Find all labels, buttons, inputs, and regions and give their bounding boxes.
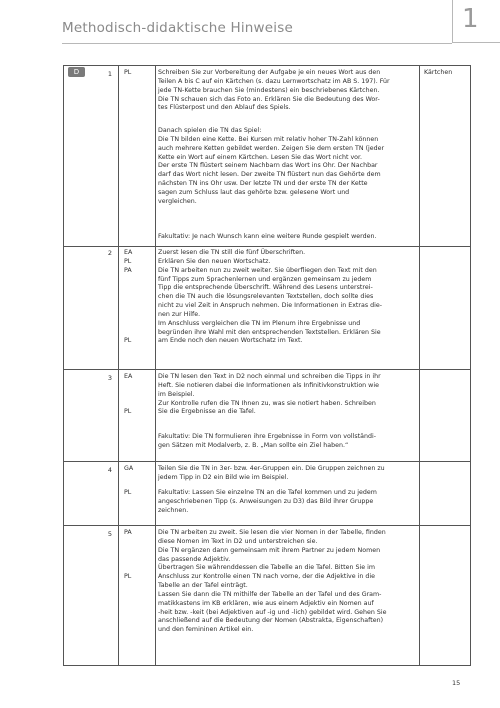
row-number: 3: [107, 374, 112, 382]
text-line: Tabelle an der Tafel einträgt.: [158, 582, 248, 590]
text-line: am Ende noch den neuen Wortschatz im Text.: [158, 337, 303, 345]
row-number: 5: [107, 530, 112, 538]
text-line: diese Nomen im Text in D2 und unterstreichen sie.: [158, 537, 318, 545]
text-line: vergleichen.: [158, 197, 197, 205]
instruction-text: [158, 127, 384, 207]
text-line: jedem Tipp in D2 ein Bild wie im Beispiel.: [158, 473, 289, 481]
social-form: PA: [124, 529, 132, 536]
text-line: Übertragen Sie währenddessen die Tabelle an die Tafel. Bitten Sie im: [158, 564, 375, 572]
text-line: Lassen Sie dann die TN mithilfe der Tabelle an der Tafel und des Gram-: [158, 590, 382, 598]
text-line: Tipp die entsprechende Überschrift. Während des Lesens unterstrei-: [158, 284, 373, 292]
row-divider: [64, 525, 470, 526]
row-number: 1: [107, 70, 112, 78]
column-divider: [155, 66, 156, 665]
text-line: Anschluss zur Kontrolle einen TN nach vorne, der die Adjektive in die: [158, 573, 376, 581]
social-form: EA: [124, 373, 133, 380]
text-line: fünf Tipps zum Sprachenlernen und ergänzen gemeinsam zu jedem: [158, 275, 372, 283]
text-line: darf das Wort nicht lesen. Der zweite TN flüstert nun das Gehörte dem: [158, 171, 381, 179]
text-line: nicht zu viel Zeit in Anspruch nehmen. Die Informationen in Extras die-: [158, 302, 383, 310]
instruction-text: [158, 249, 382, 346]
text-line: Der erste TN flüstert seinem Nachbarn das Wort ins Ohr. Der Nachbar: [158, 162, 378, 170]
social-form: EA: [124, 249, 133, 256]
social-form: PL: [124, 489, 132, 496]
text-line: anschließend auf die Bedeutung der Nomen (Abstrakta, Eigenschaften): [158, 617, 384, 625]
text-line: Die TN arbeiten zu zweit. Sie lesen die vier Nomen in der Tabelle, finden: [158, 529, 386, 536]
instruction-text: [158, 529, 386, 635]
column-divider: [419, 66, 420, 665]
text-line: auch mehrere Ketten gebildet werden. Zeigen Sie dem ersten TN (jeder: [158, 144, 385, 152]
page-number: 15: [452, 679, 461, 687]
text-line: matikkastens im KB erklären, wie aus einem Adjektiv ein Nomen auf: [158, 599, 374, 607]
text-line: nächsten TN ins Ohr usw. Der letzte TN und der erste TN der Kette: [158, 180, 368, 188]
text-line: Erklären Sie den neuen Wortschatz.: [158, 257, 271, 265]
page-header-title: Methodisch-didaktische Hinweise: [62, 20, 293, 36]
column-divider: [118, 66, 119, 665]
text-line: Die TN lesen den Text in D2 noch einmal und schreiben die Tipps in ihr: [158, 373, 381, 380]
text-line: und den femininen Artikel ein.: [158, 626, 254, 634]
text-line: Zuerst lesen die TN still die fünf Überschriften.: [158, 249, 306, 256]
social-form: PL: [124, 69, 132, 76]
instruction-text: [158, 373, 381, 417]
social-form: PL: [124, 337, 132, 344]
text-line: jede TN-Kette brauchen Sie (mindestens) ein beschriebenes Kärtchen.: [158, 86, 380, 94]
text-line: nen zur Hilfe.: [158, 310, 201, 318]
text-line: Zur Kontrolle rufen die TN Ihnen zu, was sie notiert haben. Schreiben: [158, 399, 376, 407]
material-label: Kärtchen: [424, 69, 453, 76]
instruction-text: [158, 233, 377, 242]
text-line: sagen zum Schluss laut das gehörte bzw. gelesene Wort und: [158, 188, 350, 196]
row-number: 4: [107, 466, 112, 474]
text-line: angeschriebenen Tipp (s. Anweisungen zu D3) das Bild ihrer Gruppe: [158, 497, 374, 505]
text-line: Heft. Sie notieren dabei die Informationen als Infinitivkonstruktion wie: [158, 381, 379, 389]
text-line: Fakultativ: Je nach Wunsch kann eine weitere Runde gespielt werden.: [158, 233, 377, 240]
social-form: GA: [124, 465, 134, 472]
row-number: 2: [107, 249, 112, 257]
instruction-text: [158, 465, 385, 483]
text-line: Im Anschluss vergleichen die TN im Plenum ihre Ergebnisse und: [158, 319, 361, 327]
text-line: chen die TN auch die lösungsrelevanten Textstellen, doch sollte dies: [158, 293, 374, 301]
header-rule: [62, 43, 452, 44]
social-form: PL: [124, 258, 132, 265]
text-line: Die TN arbeiten nun zu zweit weiter. Sie überfliegen den Text mit den: [158, 266, 377, 274]
row-divider: [64, 461, 470, 462]
section-badge: D: [68, 67, 85, 77]
text-line: -heit bzw. -keit (bei Adjektiven auf -ig und -lich) gebildet wird. Gehen Sie: [158, 608, 387, 616]
text-line: Danach spielen die TN das Spiel:: [158, 127, 262, 134]
row-divider: [64, 246, 470, 247]
text-line: im Beispiel.: [158, 390, 195, 398]
social-form: PL: [124, 408, 132, 415]
instruction-text: [158, 489, 377, 516]
text-line: Die TN ergänzen dann gemeinsam mit ihrem Partner zu jedem Nomen: [158, 546, 381, 554]
text-line: Kette ein Wort auf einem Kärtchen. Lesen Sie das Wort nicht vor.: [158, 153, 363, 161]
text-line: begründen ihre Wahl mit den entsprechenden Textstellen. Erklären Sie: [158, 328, 381, 336]
text-line: Schreiben Sie zur Vorbereitung der Aufgabe je ein neues Wort aus den: [158, 69, 381, 76]
text-line: tes Flüsterpost und den Ablauf des Spiels.: [158, 104, 291, 112]
text-line: Fakultativ: Die TN formulieren ihre Ergebnisse in Form von vollständi-: [158, 433, 376, 440]
text-line: Die TN bilden eine Kette. Bei Kursen mit relativ hoher TN-Zahl können: [158, 135, 379, 143]
text-line: Die TN schauen sich das Foto an. Erklären Sie die Bedeutung des Wor-: [158, 95, 380, 103]
instruction-text: [158, 69, 390, 113]
row-divider: [64, 369, 470, 370]
social-form: PL: [124, 573, 132, 580]
text-line: Fakultativ: Lassen Sie einzelne TN an die Tafel kommen und zu jedem: [158, 489, 377, 496]
text-line: das passende Adjektiv.: [158, 555, 231, 563]
instruction-text: [158, 433, 376, 451]
social-form: PA: [124, 267, 132, 274]
text-line: gen Sätzen mit Modalverb, z. B. „Man sollte ein Ziel haben.“: [158, 441, 349, 449]
text-line: Teilen A bis C auf ein Kärtchen (s. dazu Lernwortschatz im AB S. 197). Für: [158, 77, 390, 85]
text-line: zeichnen.: [158, 506, 189, 514]
text-line: Sie die Ergebnisse an die Tafel.: [158, 408, 256, 416]
text-line: Teilen Sie die TN in 3er- bzw. 4er-Gruppen ein. Die Gruppen zeichnen zu: [158, 465, 385, 472]
chapter-number: 1: [462, 4, 479, 34]
